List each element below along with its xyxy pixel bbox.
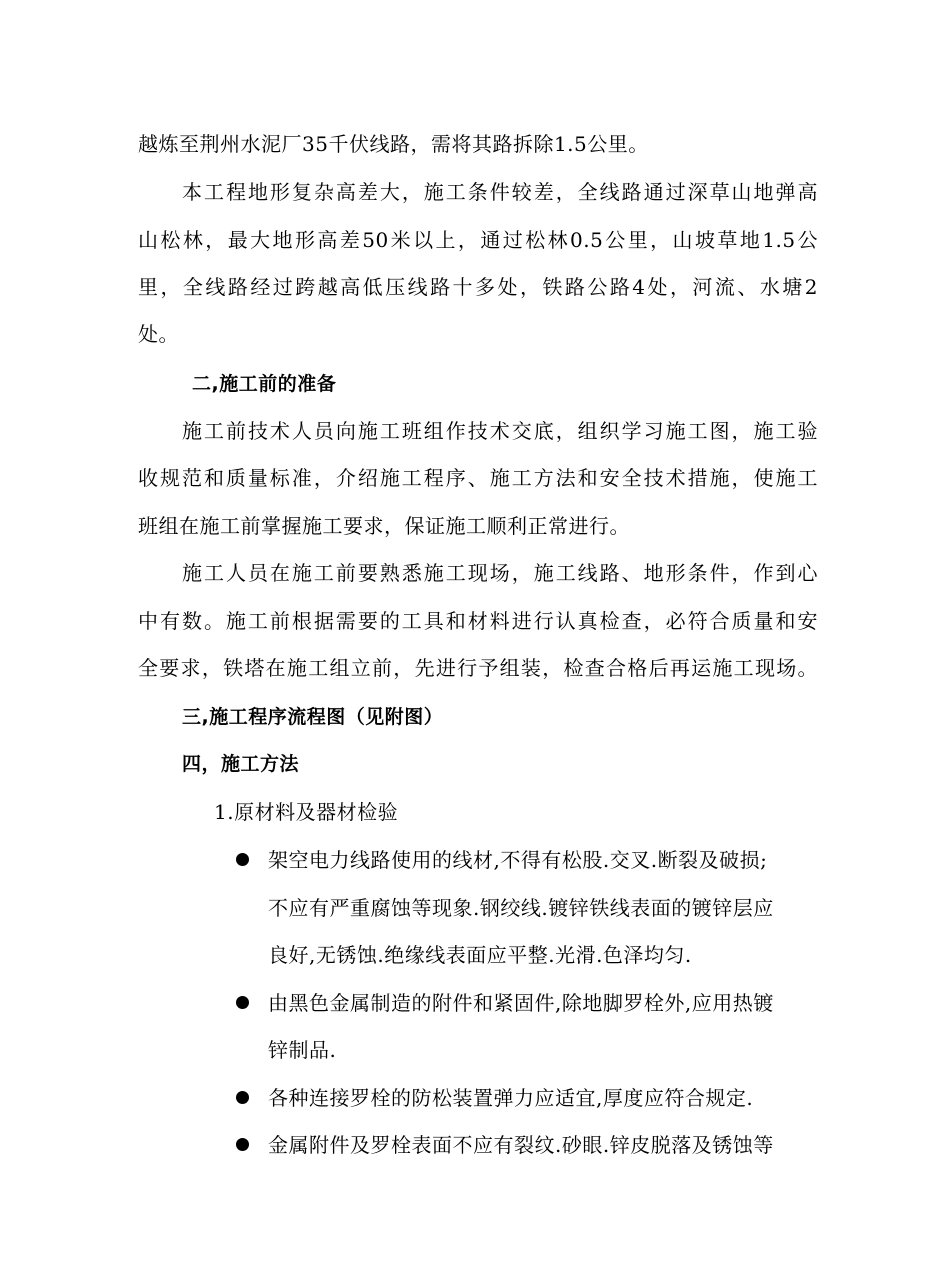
bullet-line: 良好,无锈蚀.绝缘线表面应平整.光滑.色泽均匀. bbox=[268, 943, 692, 967]
bullet-line: 不应有严重腐蚀等现象.钢绞线.镀锌铁线表面的镀锌层应 bbox=[268, 896, 774, 920]
paragraph-line: 施工人员在施工前要熟悉施工现场，施工线路、地形条件，作到心 bbox=[182, 561, 818, 585]
paragraph-line: 山松林，最大地形高差50米以上，通过松林0.5公里，山坡草地1.5公 bbox=[138, 228, 818, 252]
paragraph-line: 中有数。施工前根据需要的工具和材料进行认真检查，必符合质量和安 bbox=[138, 609, 818, 633]
paragraph-line: 全要求，铁塔在施工组立前，先进行予组装，检查合格后再运施工现场。 bbox=[138, 656, 818, 680]
paragraph-line: 里，全线路经过跨越高低压线路十多处，铁路公路4处，河流、水塘2 bbox=[138, 275, 818, 299]
bullet-line: 各种连接罗栓的防松装置弹力应适宜,厚度应符合规定. bbox=[268, 1086, 754, 1110]
paragraph-line: 班组在施工前掌握施工要求，保证施工顺利正常进行。 bbox=[138, 514, 630, 538]
paragraph-line: 越炼至荆州水泥厂35千伏线路，需将其路拆除1.5公里。 bbox=[138, 132, 649, 156]
bullet-icon bbox=[236, 1091, 249, 1104]
paragraph-line: 处。 bbox=[138, 322, 179, 346]
paragraph-line: 施工前技术人员向施工班组作技术交底，组织学习施工图，施工验 bbox=[182, 419, 818, 443]
bullet-line: 锌制品. bbox=[268, 1038, 337, 1062]
bullet-line: 由黑色金属制造的附件和紧固件,除地脚罗栓外,应用热镀 bbox=[268, 991, 774, 1015]
paragraph-line: 收规范和质量标准，介绍施工程序、施工方法和安全技术措施，使施工 bbox=[138, 466, 818, 490]
bullet-icon bbox=[236, 1138, 249, 1151]
section-heading: 四，施工方法 bbox=[182, 753, 300, 775]
bullet-line: 架空电力线路使用的线材,不得有松股.交叉.断裂及破损; bbox=[268, 848, 768, 872]
section-heading: 二,施工前的准备 bbox=[192, 373, 337, 395]
bullet-line: 金属附件及罗栓表面不应有裂纹.砂眼.锌皮脱落及锈蚀等 bbox=[268, 1133, 774, 1157]
bullet-icon bbox=[236, 996, 249, 1009]
paragraph-line: 本工程地形复杂高差大，施工条件较差，全线路通过深草山地弹高 bbox=[182, 180, 818, 204]
section-heading: 三,施工程序流程图（见附图） bbox=[182, 706, 444, 728]
bullet-icon bbox=[236, 853, 249, 866]
subsection-heading: 1.原材料及器材检验 bbox=[214, 800, 399, 824]
